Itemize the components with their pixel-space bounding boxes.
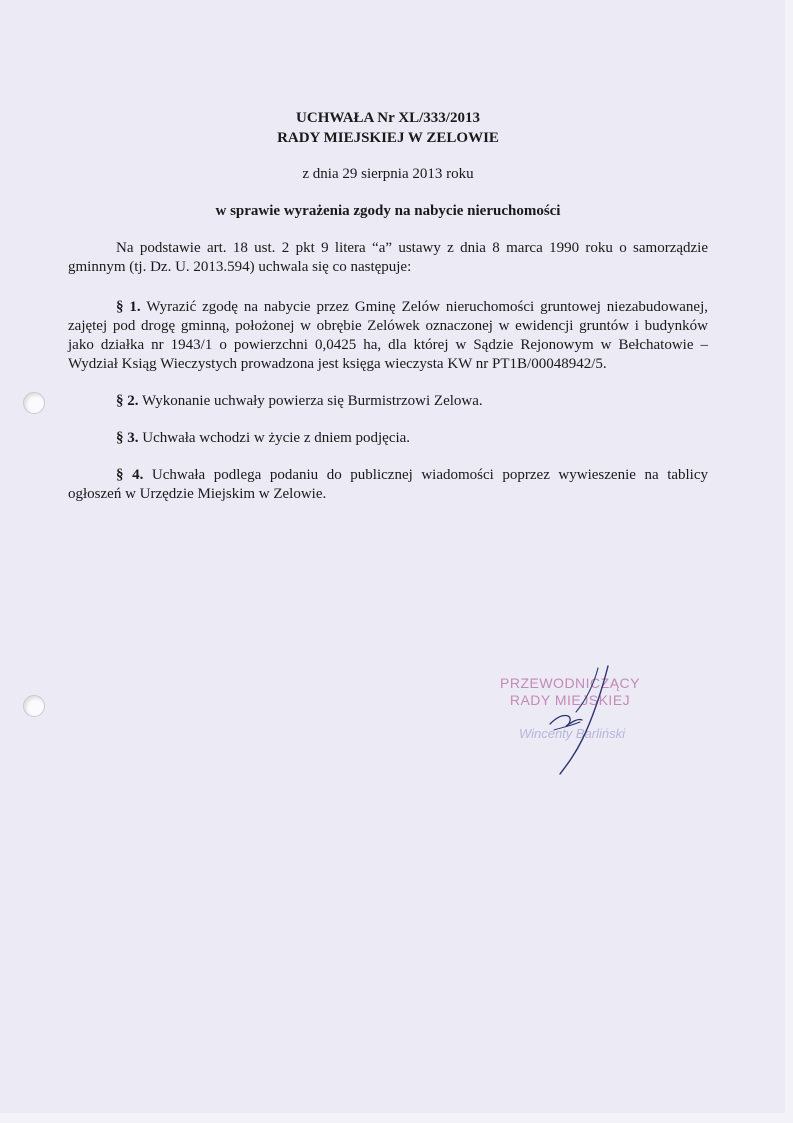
document-title-council: RADY MIEJSKIEJ W ZELOWIE [277,130,499,146]
stamp-title: PRZEWODNICZĄCY [500,675,640,691]
paragraph-4-text: Uchwała podlega podaniu do publicznej wiadomości poprzez wywieszenie na tablicy ogłoszeń w Urzędzie Miejskim w Zelowie. [68,467,709,502]
punch-hole-bottom [23,695,45,717]
paragraph-1-text: Wyrazić zgodę na nabycie przez Gminę Zelów nieruchomości gruntowej niezabudowanej, zajętej pod drogę gminną, położonej w obrębie Zelówek oznaczonej w ewidencji gruntów i budynków jako działka nr 1943/1 o powierzchni 0,0425 ha, dla której w Sądzie Rejonowym w Bełchatowie – Wydział Ksiąg Wieczystych prowadzona jest księga wieczysta KW nr PT1B/00048942/5. [68,299,709,372]
resolution-document [68,108,708,504]
handwritten-signature [490,660,650,780]
paragraph-3-label: § 3. [116,430,139,446]
legal-basis-intro: Na podstawie art. 18 ust. 2 pkt 9 litera “a” ustawy z dnia 8 marca 1990 roku o samorządzie gminnym (tj. Dz. U. 2013.594) uchwala się co następuje: [68,240,708,275]
paragraph-1-label: § 1. [116,299,141,315]
paragraph-1 [68,298,708,374]
paragraph-2-label: § 2. [116,393,139,409]
punch-hole-top [23,392,45,414]
document-date: z dnia 29 sierpnia 2013 roku [302,166,474,182]
paragraph-2-text: Wykonanie uchwały powierza się Burmistrzowi Zelowa. [141,393,483,409]
paragraph-3 [68,429,708,448]
paragraph-4-label: § 4. [116,467,144,483]
document-subject: w sprawie wyrażenia zgody na nabycie nieruchomości [215,203,561,219]
paragraph-2 [68,392,708,411]
stamp-name: Wincenty Barliński [518,726,626,741]
stamp-council: RADY MIEJSKIEJ [509,692,631,708]
paragraph-4 [68,466,708,504]
paragraph-3-text: Uchwała wchodzi w życie z dniem podjęcia. [142,430,411,446]
document-title-number: UCHWAŁA Nr XL/333/2013 [296,110,480,126]
